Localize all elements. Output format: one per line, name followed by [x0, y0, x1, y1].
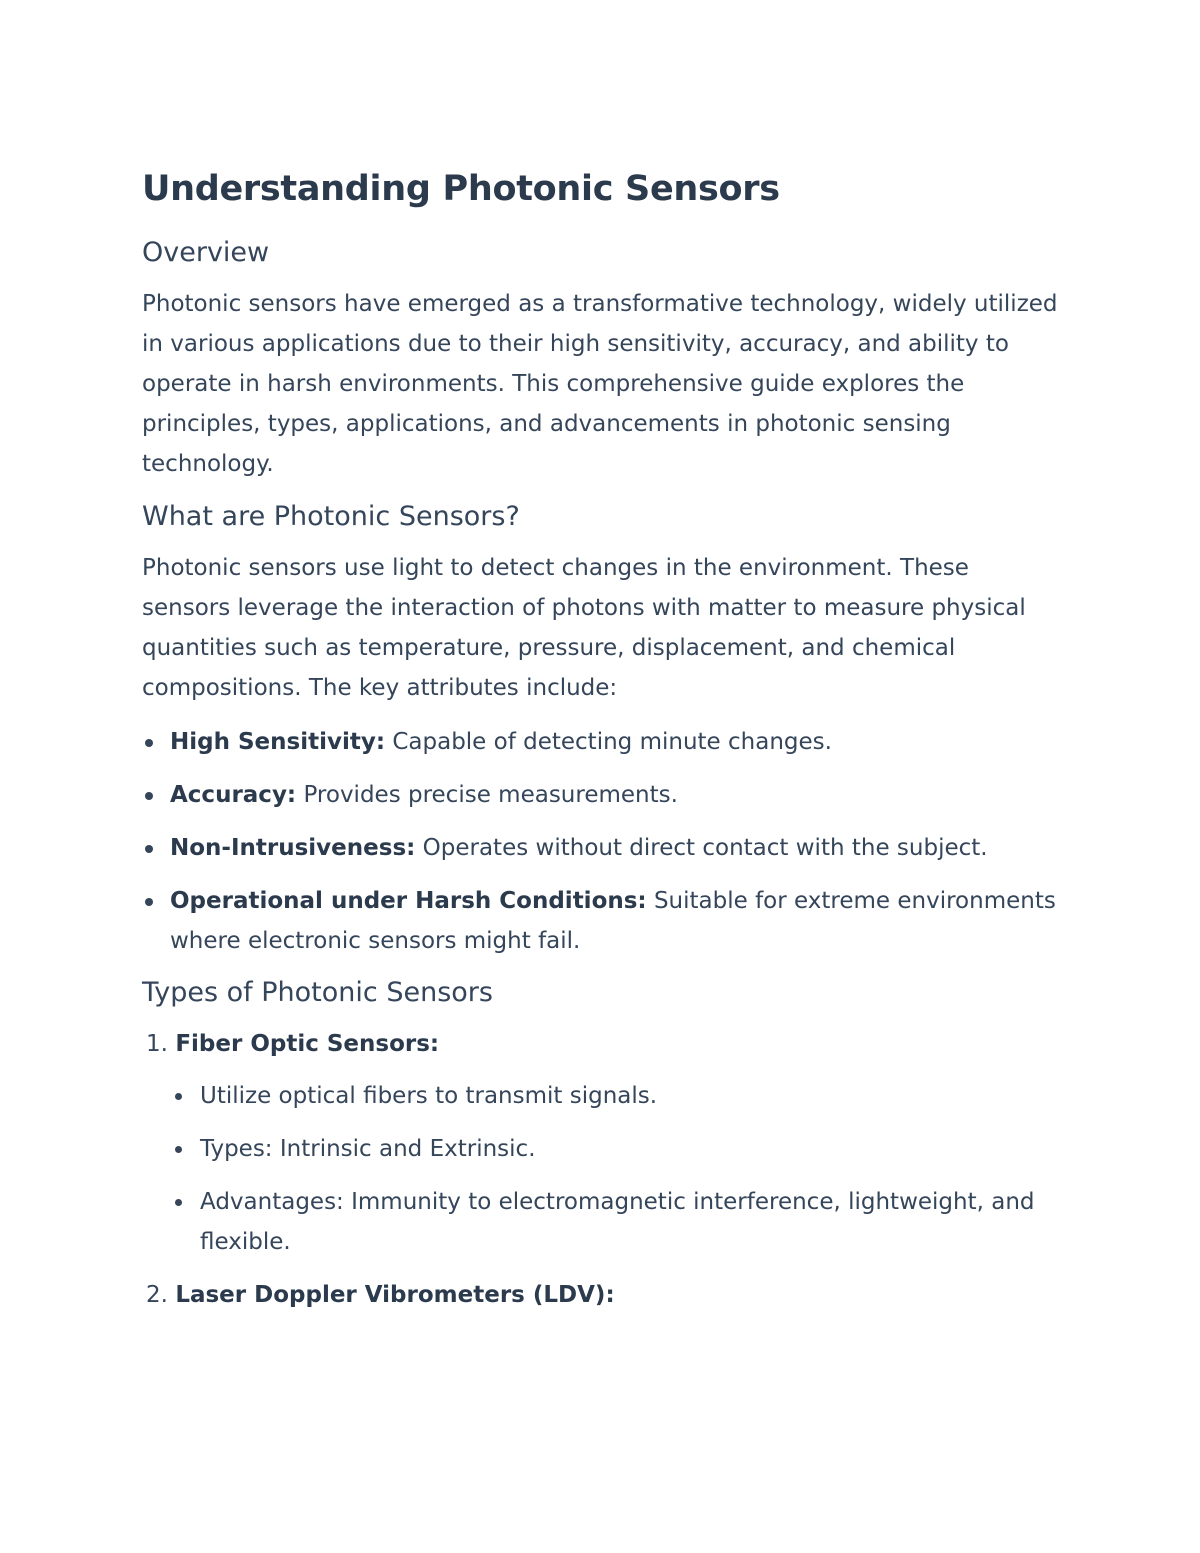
attributes-list — [142, 722, 1062, 961]
type-points — [142, 1076, 1062, 1262]
type-label: Fiber Optic Sensors: — [175, 1031, 440, 1057]
document-content — [142, 166, 1062, 1327]
attribute-term: Operational under Harsh Conditions: — [170, 888, 647, 914]
list-item: Types: Intrinsic and Extrinsic. — [142, 1129, 1062, 1169]
attribute-desc: Provides precise measurements. — [296, 782, 678, 808]
list-item: Advantages: Immunity to electromagnetic interference, lightweight, and flexible. — [142, 1182, 1062, 1262]
type-item-fiber-optic — [142, 1024, 1062, 1262]
attribute-desc: Capable of detecting minute changes. — [385, 729, 832, 755]
type-label: Laser Doppler Vibrometers (LDV): — [175, 1282, 615, 1308]
list-item — [142, 881, 1062, 961]
what-are-heading: What are Photonic Sensors? — [142, 501, 520, 532]
type-item-ldv — [142, 1275, 1062, 1315]
attribute-term: High Sensitivity: — [170, 729, 386, 755]
type-number: 2. — [146, 1282, 168, 1308]
list-item — [142, 722, 1062, 762]
list-item: Utilize optical fibers to transmit signals. — [142, 1076, 1062, 1116]
list-item — [142, 828, 1062, 868]
overview-paragraph: Photonic sensors have emerged as a transformative technology, widely utilized in various applications due to their high sensitivity, accuracy, and ability to operate in harsh environments. This comprehensive guide explores the principles, types, applications, and advancements in photonic sensing technology. — [142, 291, 1058, 477]
attribute-term: Accuracy: — [170, 782, 297, 808]
attribute-desc: Operates without direct contact with the subject. — [415, 835, 988, 861]
page-title: Understanding Photonic Sensors — [142, 169, 780, 209]
what-are-paragraph: Photonic sensors use light to detect changes in the environment. These sensors leverage the interaction of photons with matter to measure physical quantities such as temperature, pressure, displacement, and chemical compositions. The key attributes include: — [142, 555, 1026, 701]
type-number: 1. — [146, 1031, 168, 1057]
attribute-desc: Suitable for extreme environments where electronic sensors might fail. — [170, 888, 1056, 954]
overview-heading: Overview — [142, 237, 270, 268]
types-heading: Types of Photonic Sensors — [142, 977, 493, 1008]
types-list — [142, 1024, 1062, 1315]
attribute-term: Non-Intrusiveness: — [170, 835, 416, 861]
list-item — [142, 775, 1062, 815]
